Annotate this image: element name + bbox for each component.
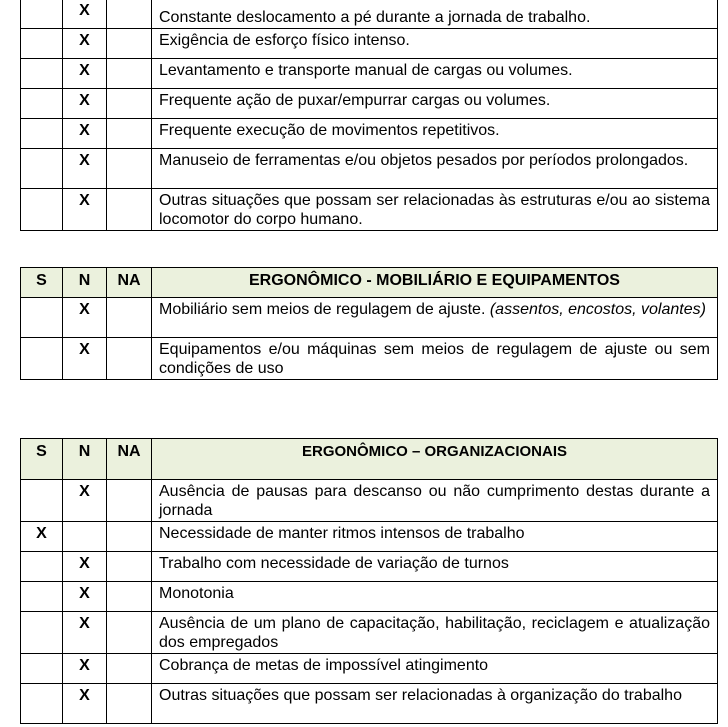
s-column-header: S — [21, 439, 63, 480]
n-column-header: N — [63, 268, 107, 298]
description-italic-note: (assentos, encostos, volantes) — [489, 301, 706, 318]
n-cell: X — [63, 298, 107, 338]
s-cell — [21, 582, 63, 612]
n-cell: X — [63, 338, 107, 380]
table-row — [21, 29, 718, 59]
description-cell: Ausência de pausas para descanso ou não cumprimento destas durante a jornada — [152, 480, 718, 522]
n-cell: X — [63, 189, 107, 231]
n-column-header: N — [63, 439, 107, 480]
table-row — [21, 338, 718, 380]
n-cell: X — [63, 582, 107, 612]
description-text: Mobiliário sem meios de regulagem de ajuste. — [159, 301, 486, 318]
table-row — [21, 684, 718, 724]
n-cell: X — [63, 149, 107, 189]
s-cell — [21, 189, 63, 231]
s-cell — [21, 654, 63, 684]
na-column-header: NA — [107, 439, 152, 480]
s-cell — [21, 89, 63, 119]
na-cell — [107, 582, 152, 612]
description-cell: Exigência de esforço físico intenso. — [152, 29, 718, 59]
description-cell: Ausência de um plano de capacitação, habilitação, reciclagem e atualização dos empregados — [152, 612, 718, 654]
description-cell: Frequente ação de puxar/empurrar cargas ou volumes. — [152, 89, 718, 119]
table-row — [21, 522, 718, 552]
na-cell — [107, 0, 152, 29]
table-header-row — [21, 439, 718, 480]
table-row — [21, 59, 718, 89]
table-row — [21, 0, 718, 29]
n-cell: X — [63, 59, 107, 89]
s-column-header: S — [21, 268, 63, 298]
na-cell — [107, 654, 152, 684]
na-cell — [107, 298, 152, 338]
s-cell — [21, 612, 63, 654]
description-cell: Constante deslocamento a pé durante a jornada de trabalho. — [152, 0, 718, 29]
description-cell: Trabalho com necessidade de variação de turnos — [152, 552, 718, 582]
ergonomic-physical-table — [20, 0, 718, 231]
ergonomic-organizational-table — [20, 438, 718, 724]
n-cell: X — [63, 612, 107, 654]
n-cell — [63, 522, 107, 552]
description-cell: Necessidade de manter ritmos intensos de trabalho — [152, 522, 718, 552]
table-row — [21, 189, 718, 231]
table-row — [21, 119, 718, 149]
s-cell — [21, 119, 63, 149]
table-row — [21, 612, 718, 654]
na-cell — [107, 189, 152, 231]
na-cell — [107, 59, 152, 89]
table-row — [21, 552, 718, 582]
table-row — [21, 480, 718, 522]
s-cell — [21, 149, 63, 189]
description-cell: Levantamento e transporte manual de cargas ou volumes. — [152, 59, 718, 89]
na-cell — [107, 119, 152, 149]
n-cell: X — [63, 119, 107, 149]
description-cell: Manuseio de ferramentas e/ou objetos pesados por períodos prolongados. — [152, 149, 718, 189]
table-row — [21, 89, 718, 119]
section-title: ERGONÔMICO - MOBILIÁRIO E EQUIPAMENTOS — [152, 268, 718, 298]
s-cell — [21, 684, 63, 724]
s-cell — [21, 29, 63, 59]
s-cell — [21, 0, 63, 29]
table-row — [21, 149, 718, 189]
s-cell — [21, 59, 63, 89]
na-cell — [107, 612, 152, 654]
description-cell — [152, 298, 718, 338]
s-cell: X — [21, 522, 63, 552]
na-cell — [107, 29, 152, 59]
n-cell: X — [63, 29, 107, 59]
n-cell: X — [63, 654, 107, 684]
s-cell — [21, 480, 63, 522]
na-cell — [107, 480, 152, 522]
description-cell: Frequente execução de movimentos repetitivos. — [152, 119, 718, 149]
n-cell: X — [63, 89, 107, 119]
section-title: ERGONÔMICO – ORGANIZACIONAIS — [152, 439, 718, 480]
description-cell: Outras situações que possam ser relacionadas às estruturas e/ou ao sistema locomotor do corpo humano. — [152, 189, 718, 231]
s-cell — [21, 338, 63, 380]
na-cell — [107, 89, 152, 119]
s-cell — [21, 298, 63, 338]
description-cell: Outras situações que possam ser relacionadas à organização do trabalho — [152, 684, 718, 724]
na-cell — [107, 149, 152, 189]
na-cell — [107, 522, 152, 552]
table-row — [21, 582, 718, 612]
description-cell: Cobrança de metas de impossível atingimento — [152, 654, 718, 684]
na-column-header: NA — [107, 268, 152, 298]
n-cell: X — [63, 480, 107, 522]
n-cell: X — [63, 684, 107, 724]
ergonomic-furniture-table — [20, 267, 718, 380]
s-cell — [21, 552, 63, 582]
table-header-row — [21, 268, 718, 298]
na-cell — [107, 552, 152, 582]
na-cell — [107, 338, 152, 380]
table-row — [21, 654, 718, 684]
n-cell: X — [63, 552, 107, 582]
description-cell: Equipamentos e/ou máquinas sem meios de regulagem de ajuste ou sem condições de uso — [152, 338, 718, 380]
table-row — [21, 298, 718, 338]
na-cell — [107, 684, 152, 724]
description-cell: Monotonia — [152, 582, 718, 612]
n-cell: X — [63, 0, 107, 29]
